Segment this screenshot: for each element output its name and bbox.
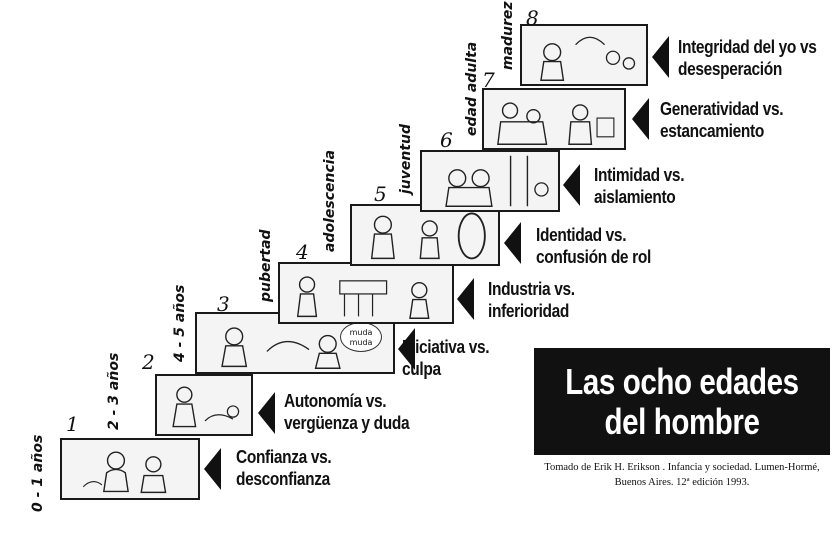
stage-4-drawing [278, 262, 454, 324]
stage-3-line1: Iniciativa vs. [402, 337, 490, 357]
stage-7-number: 7 [482, 68, 495, 92]
stage-7-line1: Generatividad vs. [660, 99, 784, 119]
stage-3-label [402, 336, 489, 380]
stage-5-sketch [352, 206, 498, 264]
stage-1-line2: desconfianza [236, 469, 330, 489]
stage-1-drawing [60, 438, 200, 500]
title-line1: Las ocho edades [565, 361, 799, 402]
stage-8-line2: desesperación [678, 59, 782, 79]
stage-5-age: adolescencia [322, 149, 338, 252]
stage-5-number: 5 [374, 182, 387, 206]
stage-6-drawing [420, 150, 560, 212]
stage-7-pointer-icon [632, 98, 649, 140]
stage-1-pointer-icon [204, 448, 221, 490]
stage-6-pointer-icon [563, 164, 580, 206]
stage-2-pointer-icon [258, 392, 275, 434]
stage-6-sketch [422, 152, 558, 210]
stage-1-line1: Confianza vs. [236, 447, 332, 467]
stage-4-age: pubertad [258, 229, 274, 302]
credit-line1: Tomado de Erik H. Erikson . Infancia y sociedad. Lumen-Hormé, [544, 462, 820, 473]
stage-4-sketch [280, 264, 452, 322]
stage-5-label [536, 224, 651, 268]
stage-2-drawing [155, 374, 253, 436]
source-credit [534, 460, 830, 490]
stage-2-sketch [157, 376, 251, 434]
stage-6-line2: aislamiento [594, 187, 676, 207]
stage-2-line2: vergüenza y duda [284, 413, 410, 433]
stage-4-label [488, 278, 575, 322]
stage-4-line2: inferioridad [488, 301, 570, 321]
stage-2-line1: Autonomía vs. [284, 391, 387, 411]
stage-5-line2: confusión de rol [536, 247, 651, 267]
title-box [534, 348, 830, 455]
stage-8-number: 8 [526, 6, 539, 30]
stage-2-number: 2 [142, 350, 155, 374]
stage-7-sketch [484, 90, 624, 148]
stage-7-age: edad adulta [464, 41, 480, 136]
stage-3-number: 3 [217, 292, 230, 316]
stage-6-label [594, 164, 684, 208]
stage-5-pointer-icon [504, 222, 521, 264]
stage-3-line2: culpa [402, 359, 441, 379]
credit-line2: Buenos Aires. 12ª edición 1993. [614, 477, 750, 488]
stage-7-label [660, 98, 783, 142]
stage-5-drawing [350, 204, 500, 266]
stage-6-number: 6 [440, 128, 453, 152]
stage-2-age: 2 - 3 años [106, 352, 122, 430]
stage-4-line1: Industria vs. [488, 279, 575, 299]
stage-7-drawing [482, 88, 626, 150]
stage-8-label [678, 36, 817, 80]
stage-7-line2: estancamiento [660, 121, 764, 141]
stage-8-age: madurez [500, 1, 516, 70]
stage-6-line1: Intimidad vs. [594, 165, 685, 185]
stage-1-number: 1 [66, 412, 79, 436]
stage-4-pointer-icon [457, 278, 474, 320]
stage-6-age: juventud [398, 123, 414, 194]
stage-8-pointer-icon [652, 36, 669, 78]
stage-1-sketch [62, 440, 198, 498]
stage-5-line1: Identidad vs. [536, 225, 627, 245]
stage-1-age: 0 - 1 años [30, 434, 46, 512]
speech-bubble: muda muda [340, 322, 382, 352]
stage-8-drawing [520, 24, 648, 86]
stage-2-label [284, 390, 409, 434]
stage-8-line1: Integridad del yo vs [678, 37, 817, 57]
stage-8-sketch [522, 26, 646, 84]
stage-1-label [236, 446, 331, 490]
stage-4-number: 4 [296, 240, 309, 264]
title-line2: del hombre [604, 401, 760, 442]
stage-3-age: 4 - 5 años [172, 284, 188, 362]
